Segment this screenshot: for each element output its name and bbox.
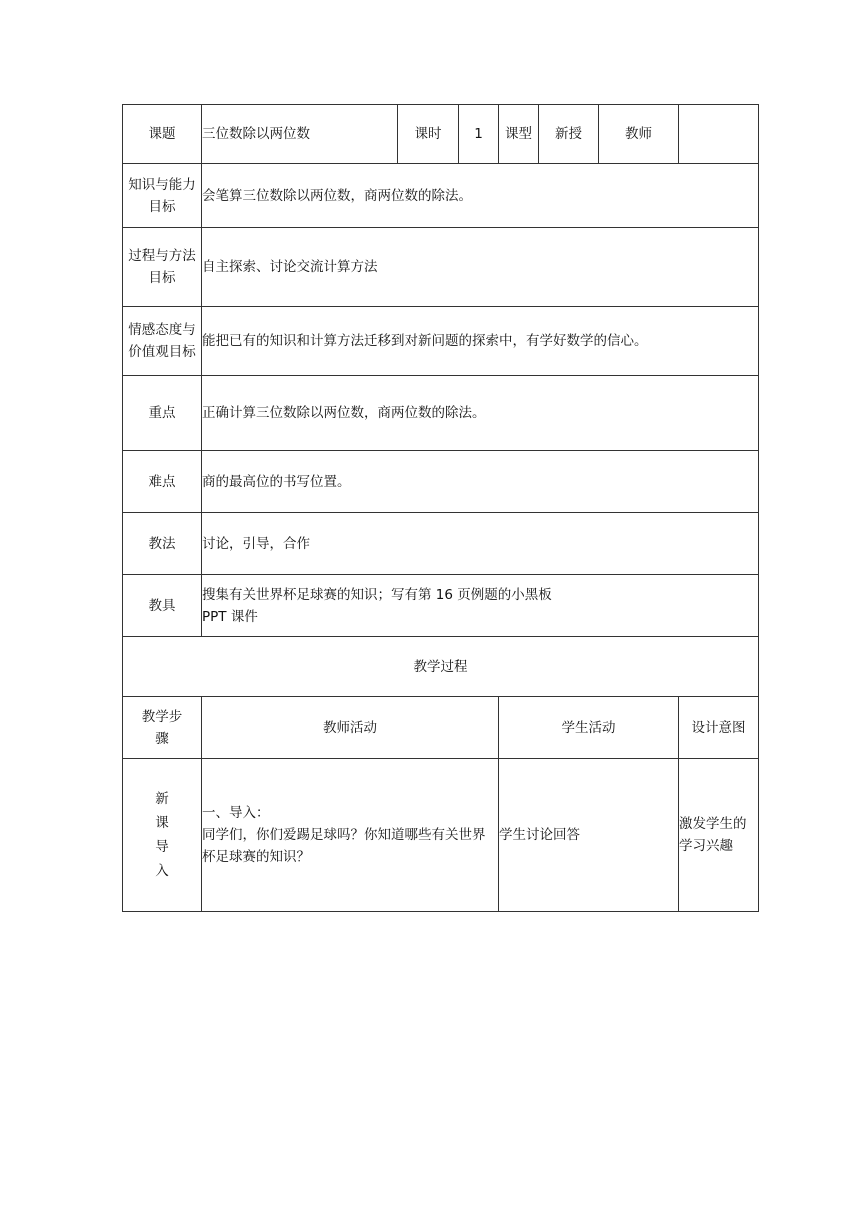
design-intent-header: 设计意图 [679,697,759,759]
process-objective-row [123,228,759,307]
teacher-activity-line-1: 一、导入： [202,805,270,821]
design-intent-cell: 激发学生的学习兴趣 [679,759,759,912]
difficulty-row [123,451,759,513]
student-activity-header: 学生活动 [499,697,679,759]
knowledge-objective-value: 会笔算三位数除以两位数，商两位数的除法。 [202,164,759,228]
process-title: 教学过程 [123,637,759,697]
process-row [123,759,759,912]
tools-label: 教具 [123,575,202,637]
teacher-value [679,105,759,164]
step-header: 教学步骤 [123,697,202,759]
hours-label: 课时 [398,105,459,164]
lesson-plan-table [122,104,759,912]
process-step-cell [123,759,202,912]
topic-label: 课题 [123,105,202,164]
tools-row [123,575,759,637]
emotion-objective-label: 情感态度与价值观目标 [123,307,202,376]
key-point-row [123,376,759,451]
difficulty-label: 难点 [123,451,202,513]
difficulty-value: 商的最高位的书写位置。 [202,451,759,513]
type-value: 新授 [539,105,599,164]
teacher-label: 教师 [599,105,679,164]
tools-line-2: PPT 课件 [202,608,258,625]
knowledge-objective-row [123,164,759,228]
tools-value [202,575,759,637]
process-header-row [123,697,759,759]
knowledge-objective-label: 知识与能力目标 [123,164,202,228]
process-objective-label: 过程与方法目标 [123,228,202,307]
teacher-activity-cell [202,759,499,912]
tools-line-1: 搜集有关世界杯足球赛的知识；写有第 16 页例题的小黑板 [202,586,552,603]
header-row [123,105,759,164]
process-objective-value: 自主探索、讨论交流计算方法 [202,228,759,307]
process-step: 新课导入 [155,791,169,879]
student-activity-cell: 学生讨论回答 [499,759,679,912]
hours-value: 1 [459,105,499,164]
type-label: 课型 [499,105,539,164]
method-label: 教法 [123,513,202,575]
method-row [123,513,759,575]
process-title-row [123,637,759,697]
teacher-activity-header: 教师活动 [202,697,499,759]
teacher-activity-line-2: 同学们，你们爱踢足球吗？你知道哪些有关世界杯足球赛的知识？ [202,827,486,865]
emotion-objective-row [123,307,759,376]
key-point-value: 正确计算三位数除以两位数，商两位数的除法。 [202,376,759,451]
topic-value: 三位数除以两位数 [202,105,398,164]
key-point-label: 重点 [123,376,202,451]
emotion-objective-value: 能把已有的知识和计算方法迁移到对新问题的探索中，有学好数学的信心。 [202,307,759,376]
method-value: 讨论，引导，合作 [202,513,759,575]
